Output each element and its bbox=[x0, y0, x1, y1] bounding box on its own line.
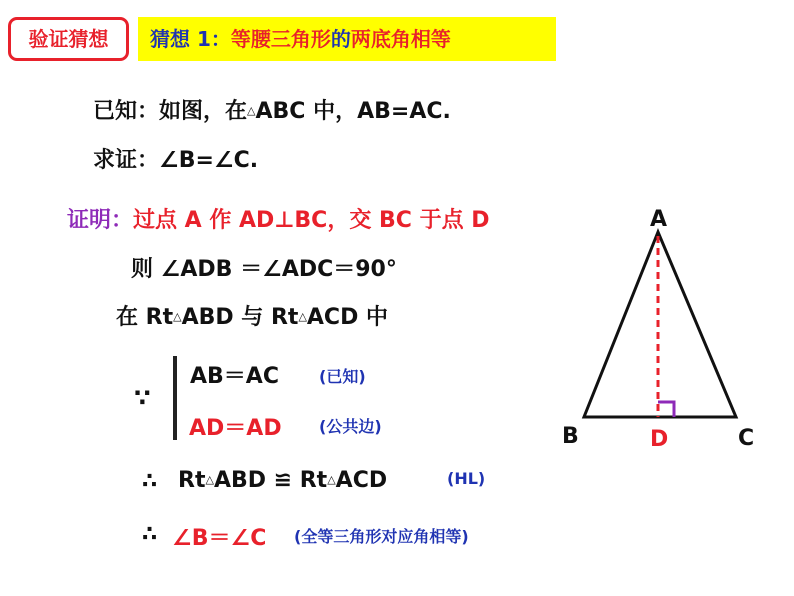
title-bar bbox=[138, 17, 556, 61]
proof-label: 证明： bbox=[67, 208, 134, 233]
condition-1: AB＝AC bbox=[190, 364, 279, 389]
step3-a: 在 Rt bbox=[116, 305, 174, 330]
triangle-symbol: △ bbox=[205, 473, 214, 486]
prove-line bbox=[93, 143, 258, 174]
triangle-abc bbox=[584, 232, 736, 417]
label-a: A bbox=[650, 207, 668, 232]
conclusion-1-note: (HL) bbox=[447, 469, 486, 488]
triangle-symbol: △ bbox=[247, 104, 256, 117]
step3-c: ACD 中 bbox=[306, 305, 388, 330]
condition-2: AD＝AD bbox=[189, 416, 282, 441]
proof-step1: 过点 A 作 AD⊥BC，交 BC 于点 D bbox=[133, 208, 490, 233]
concl1-a: Rt bbox=[178, 468, 206, 493]
label-c: C bbox=[738, 426, 755, 451]
prove-math: ∠B=∠C. bbox=[159, 148, 259, 173]
triangle-symbol: △ bbox=[327, 473, 336, 486]
because-symbol: ∵ bbox=[134, 384, 151, 412]
triangle-symbol: △ bbox=[298, 310, 307, 323]
prove-label: 求证： bbox=[93, 148, 160, 173]
title-part2: 两底角相等 bbox=[350, 27, 451, 51]
conclusion-2-note: (全等三角形对应角相等) bbox=[294, 527, 469, 546]
system-brace bbox=[173, 356, 177, 440]
concl1-b: ABD ≌ Rt bbox=[213, 468, 328, 493]
title-part1: 等腰三角形 bbox=[230, 27, 331, 51]
given-line bbox=[93, 94, 451, 125]
title-de: 的 bbox=[330, 27, 351, 51]
triangle-symbol: △ bbox=[173, 310, 182, 323]
therefore-symbol: ∴ bbox=[142, 522, 158, 547]
proof-step2: 则 ∠ADB ＝∠ADC＝90° bbox=[131, 257, 397, 282]
title-prefix: 猜想 1： bbox=[150, 27, 231, 51]
label-b: B bbox=[562, 424, 579, 449]
label-d: D bbox=[650, 427, 669, 452]
triangle-figure bbox=[560, 200, 790, 460]
verify-tag: 验证猜想 bbox=[8, 17, 129, 61]
given-text: 已知：如图，在 bbox=[93, 99, 248, 124]
proof-step1-line bbox=[67, 203, 490, 234]
proof-step3 bbox=[116, 300, 388, 331]
step3-b: ABD 与 Rt bbox=[181, 305, 299, 330]
therefore-symbol: ∴ bbox=[142, 469, 158, 494]
condition-1-note: (已知) bbox=[319, 367, 366, 386]
condition-2-note: (公共边) bbox=[319, 417, 382, 436]
given-rest: ABC 中，AB=AC. bbox=[255, 99, 451, 124]
right-angle-mark bbox=[658, 402, 674, 417]
concl1-c: ACD bbox=[335, 468, 388, 493]
conclusion-1 bbox=[178, 468, 387, 493]
conclusion-2: ∠B＝∠C bbox=[172, 526, 267, 551]
